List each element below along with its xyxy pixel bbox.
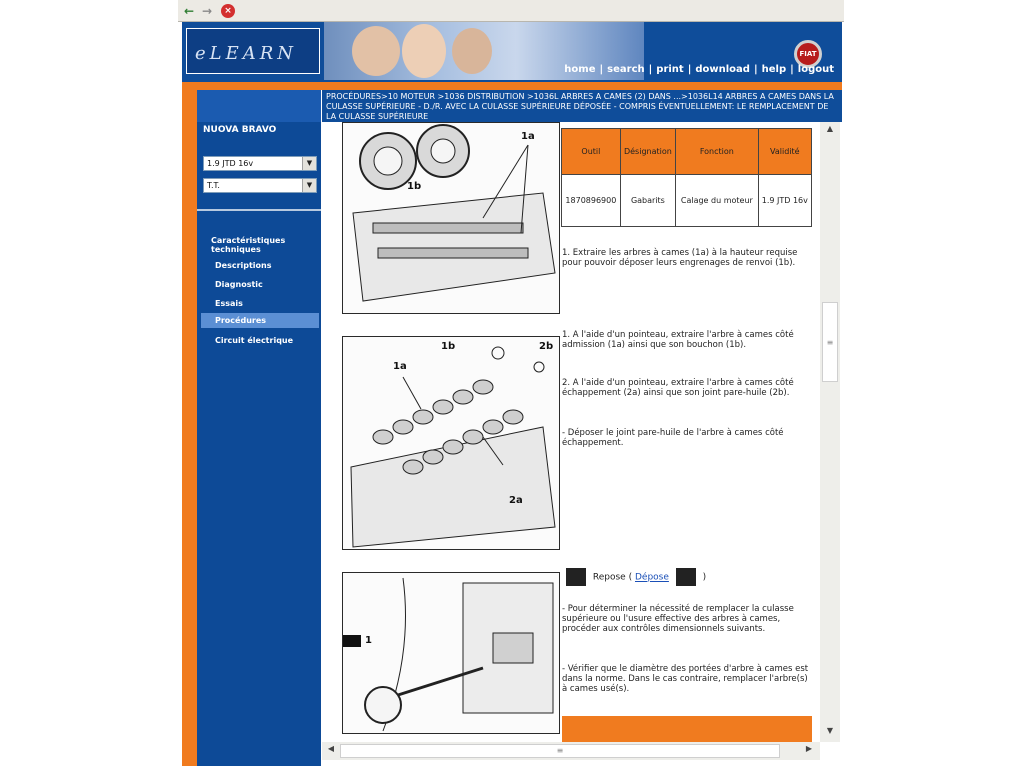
elearn-app xyxy=(182,22,842,766)
table-header-row xyxy=(562,129,812,175)
menu-help[interactable]: help xyxy=(761,64,787,75)
forward-arrow-icon[interactable]: → xyxy=(201,4,213,18)
menu-separator: | xyxy=(753,64,758,75)
horizontal-scrollbar[interactable] xyxy=(322,742,820,760)
stop-icon[interactable]: × xyxy=(221,4,235,18)
table-cell: 1870896900 xyxy=(562,175,621,227)
engine-figure-1 xyxy=(342,122,560,314)
step-text: - Déposer le joint pare-huile de l'arbre à cames côté échappement. xyxy=(562,428,784,448)
menu-separator: | xyxy=(648,64,653,75)
variant-select[interactable] xyxy=(203,178,317,193)
top-menu xyxy=(564,64,834,75)
sidebar-divider xyxy=(197,209,321,211)
callout-label: 1b xyxy=(441,341,456,352)
menu-separator: | xyxy=(599,64,604,75)
step-text: 1. Extraire les arbres à cames (1a) à la hauteur requise pour pouvoir déposer leurs engrenages de renvoi (1b). xyxy=(562,248,798,268)
sidebar-item-caracteristiques[interactable]: Caractéristiques techniques xyxy=(211,236,286,254)
menu-download[interactable]: download xyxy=(695,64,750,75)
callout-label: 1a xyxy=(521,131,535,142)
header xyxy=(182,22,842,82)
face-image xyxy=(352,26,400,76)
browser-toolbar xyxy=(178,0,844,22)
chevron-down-icon[interactable]: ▼ xyxy=(302,179,316,192)
menu-separator: | xyxy=(790,64,794,75)
model-title: NUOVA BRAVO xyxy=(203,125,277,135)
menu-search[interactable]: search xyxy=(607,64,645,75)
sidebar-item-essais[interactable]: Essais xyxy=(215,299,243,308)
callout-label: 2a xyxy=(509,495,523,506)
menu-print[interactable]: print xyxy=(656,64,684,75)
table-cell: 1.9 JTD 16v xyxy=(758,175,811,227)
table-cell: Gabarits xyxy=(620,175,675,227)
scroll-left-icon[interactable]: ◀ xyxy=(327,744,335,753)
repose-icon xyxy=(566,568,586,586)
sidebar-item-circuit[interactable]: Circuit électrique xyxy=(215,336,294,345)
menu-home[interactable]: home xyxy=(564,64,596,75)
callout-label: 1 xyxy=(365,635,372,646)
check-text: - Pour déterminer la nécessité de remplacer la culasse supérieure ou l'usure effective des arbres à cames, procéder aux contrôles dimensionnels suivants. xyxy=(562,604,794,634)
table-cell: Calage du moteur xyxy=(676,175,759,227)
paren: ( xyxy=(628,572,633,583)
table-header-cell: Désignation xyxy=(620,129,675,175)
sidebar-item-descriptions[interactable]: Descriptions xyxy=(215,261,272,270)
sidebar-item-diagnostic[interactable]: Diagnostic xyxy=(215,280,263,289)
callout-label: 2b xyxy=(539,341,554,352)
callout-label: 1b xyxy=(407,181,422,192)
fiat-logo-icon: FIAT xyxy=(794,40,822,68)
face-image xyxy=(402,24,446,78)
chevron-down-icon[interactable]: ▼ xyxy=(302,157,316,170)
sidebar-top xyxy=(197,90,321,122)
table-header-cell: Outil xyxy=(562,129,621,175)
vertical-scrollbar[interactable] xyxy=(820,122,840,742)
left-orange-band xyxy=(182,82,197,766)
table-row xyxy=(562,175,812,227)
depose-icon[interactable] xyxy=(676,568,696,586)
step-text: 2. A l'aide d'un pointeau, extraire l'arbre à cames côté échappement (2a) ainsi que son joint pare-huile (2b). xyxy=(562,378,794,398)
engine-select[interactable] xyxy=(203,156,317,171)
camshaft-gear-diagram xyxy=(343,123,559,313)
scroll-down-icon[interactable]: ▼ xyxy=(826,726,834,735)
engine-figure-3 xyxy=(342,572,560,734)
breadcrumb: PROCÉDURES>10 MOTEUR >1036 DISTRIBUTION >1036L ARBRES A CAMES (2) DANS ...>1036L14 ARBRES A CAMES DANS LA CULASSE SUPÉRIEURE - D./R. AVEC LA CULASSE SUPÉRIEURE DÉPOSÉE - COMPRIS ÉVENTUELLEMENT: LE REMPLACEMENT DE LA CULASSE SUPÉRIEURE xyxy=(322,90,842,122)
engine-select-value: 1.9 JTD 16v xyxy=(207,159,254,168)
back-arrow-icon[interactable]: ← xyxy=(183,4,195,18)
callout-label: 1a xyxy=(393,361,407,372)
scroll-up-icon[interactable]: ▲ xyxy=(826,124,834,133)
elearn-logo: eLEARN xyxy=(195,43,298,64)
tools-table xyxy=(561,128,812,227)
table-header-cell: Fonction xyxy=(676,129,759,175)
micrometer-check-diagram xyxy=(343,573,559,733)
scroll-thumb[interactable]: ≡ xyxy=(822,302,838,382)
orange-band xyxy=(182,82,842,90)
sidebar-item-procedures[interactable]: Procédures xyxy=(201,313,319,328)
table-header-cell: Validité xyxy=(758,129,811,175)
menu-separator: | xyxy=(687,64,692,75)
repose-label: Repose xyxy=(592,572,626,583)
sidebar xyxy=(197,90,321,766)
procedure-content xyxy=(322,122,820,742)
depose-link[interactable]: Dépose xyxy=(634,572,669,583)
table-header-partial xyxy=(562,716,812,742)
camshaft-removal-diagram xyxy=(343,337,559,549)
menu-logout[interactable]: logout xyxy=(797,64,834,75)
step-text: 1. A l'aide d'un pointeau, extraire l'arbre à cames côté admission (1a) ainsi que son bouchon (1b). xyxy=(562,330,794,350)
variant-select-value: T.T. xyxy=(207,181,220,190)
repose-line xyxy=(562,568,706,586)
scroll-thumb[interactable]: ≡ xyxy=(340,744,780,758)
check-text: - Vérifier que le diamètre des portées d'arbre à cames est dans la norme. Dans le cas contraire, remplacer l'arbre(s) à cames usé(s). xyxy=(562,664,809,694)
scroll-right-icon[interactable]: ▶ xyxy=(805,744,813,753)
face-image xyxy=(452,28,492,74)
logo-box xyxy=(186,28,320,74)
engine-figure-2 xyxy=(342,336,560,550)
paren: ) xyxy=(702,572,707,583)
